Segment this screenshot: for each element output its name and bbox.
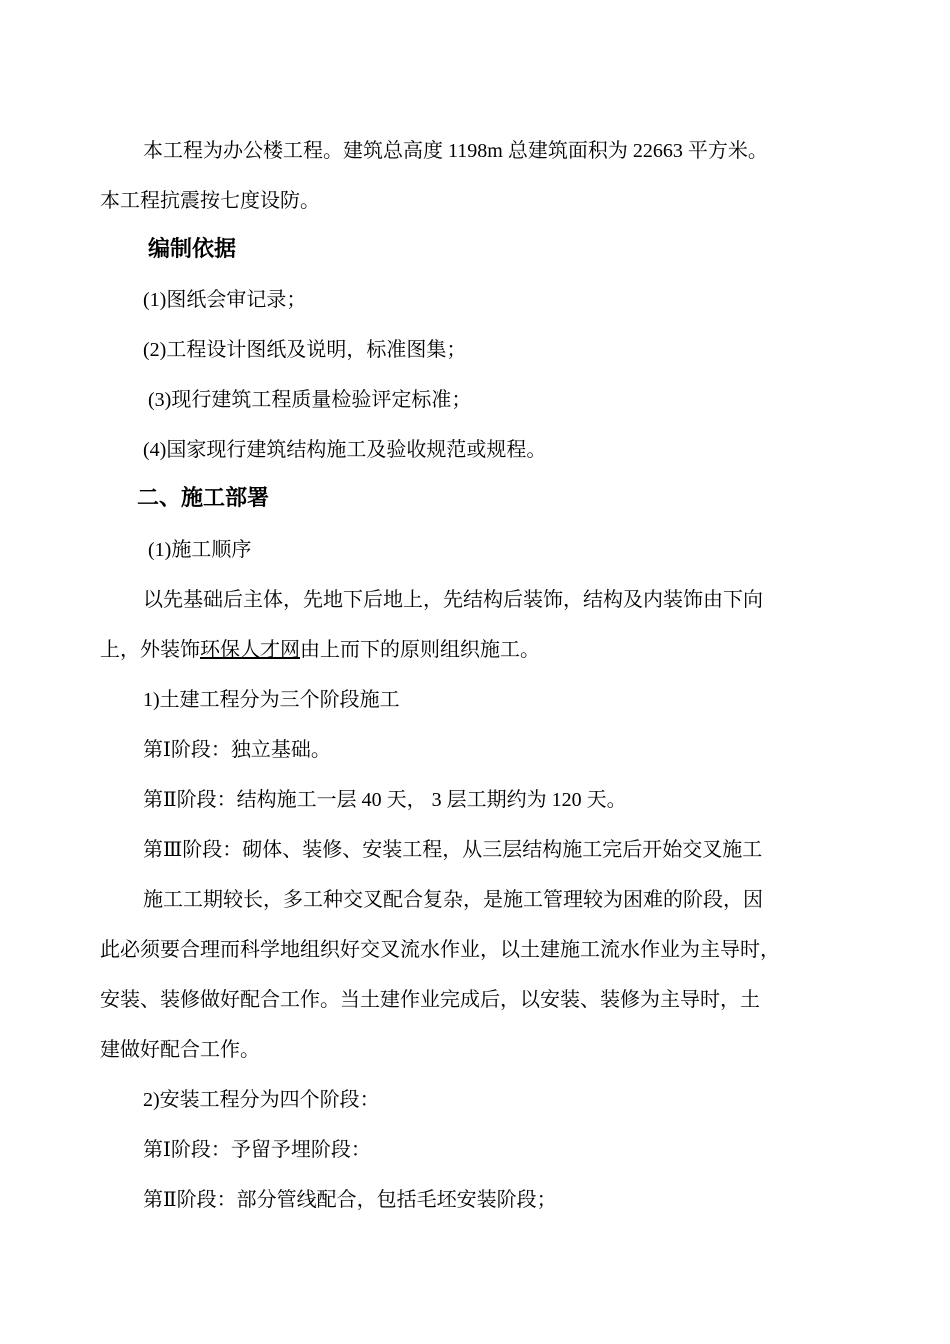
basis-item-4: (4)国家现行建筑结构施工及验收规范或规程。: [143, 439, 547, 461]
sequence-line-2-pre: 上，外装饰: [100, 639, 200, 661]
sequence-line-1: 以先基础后主体，先地下后地上，先结构后装饰，结构及内装饰由下向: [143, 589, 763, 611]
civil-stage-1: 第Ⅰ阶段：独立基础。: [143, 739, 331, 761]
stage3-desc-line-3: 安装、装修做好配合工作。当土建作业完成后，以安装、装修为主导时，土: [100, 989, 760, 1011]
overview-line-1: 本工程为办公楼工程。建筑总高度 1198m 总建筑面积为 22663 平方米。: [143, 140, 768, 162]
sequence-line-2-post: 由上而下的原则组织施工。: [300, 639, 540, 661]
basis-item-2: (2)工程设计图纸及说明，标准图集；: [143, 339, 467, 361]
stage3-desc-line-1: 施工工期较长，多工种交叉配合复杂，是施工管理较为困难的阶段，因: [143, 889, 763, 911]
sequence-title: (1)施工顺序: [148, 539, 252, 561]
basis-heading: 编制依据: [148, 237, 237, 262]
civil-stage-3: 第Ⅲ阶段：砌体、装修、安装工程，从三层结构施工完后开始交叉施工: [143, 839, 763, 861]
section-heading-deployment: 二、施工部署: [137, 486, 270, 511]
install-stage-2: 第Ⅱ阶段：部分管线配合，包括毛坯安装阶段；: [143, 1189, 557, 1211]
install-stage-1: 第Ⅰ阶段：予留予埋阶段：: [143, 1139, 371, 1161]
sequence-line-2: [100, 636, 540, 664]
basis-item-3: (3)现行建筑工程质量检验评定标准；: [148, 389, 472, 411]
install-title: 2)安装工程分为四个阶段：: [143, 1089, 380, 1111]
env-talent-link[interactable]: 环保人才网: [200, 639, 300, 661]
civil-stage-2: 第Ⅱ阶段：结构施工一层 40 天， 3 层工期约为 120 天。: [143, 789, 627, 811]
stage3-desc-line-4: 建做好配合工作。: [100, 1039, 260, 1061]
civil-title: 1)土建工程分为三个阶段施工: [143, 689, 400, 711]
overview-line-2: 本工程抗震按七度设防。: [100, 190, 320, 212]
stage3-desc-line-2: 此必须要合理而科学地组织好交叉流水作业，以土建施工流水作业为主导时，: [100, 939, 780, 961]
basis-item-1: (1)图纸会审记录；: [143, 289, 307, 311]
